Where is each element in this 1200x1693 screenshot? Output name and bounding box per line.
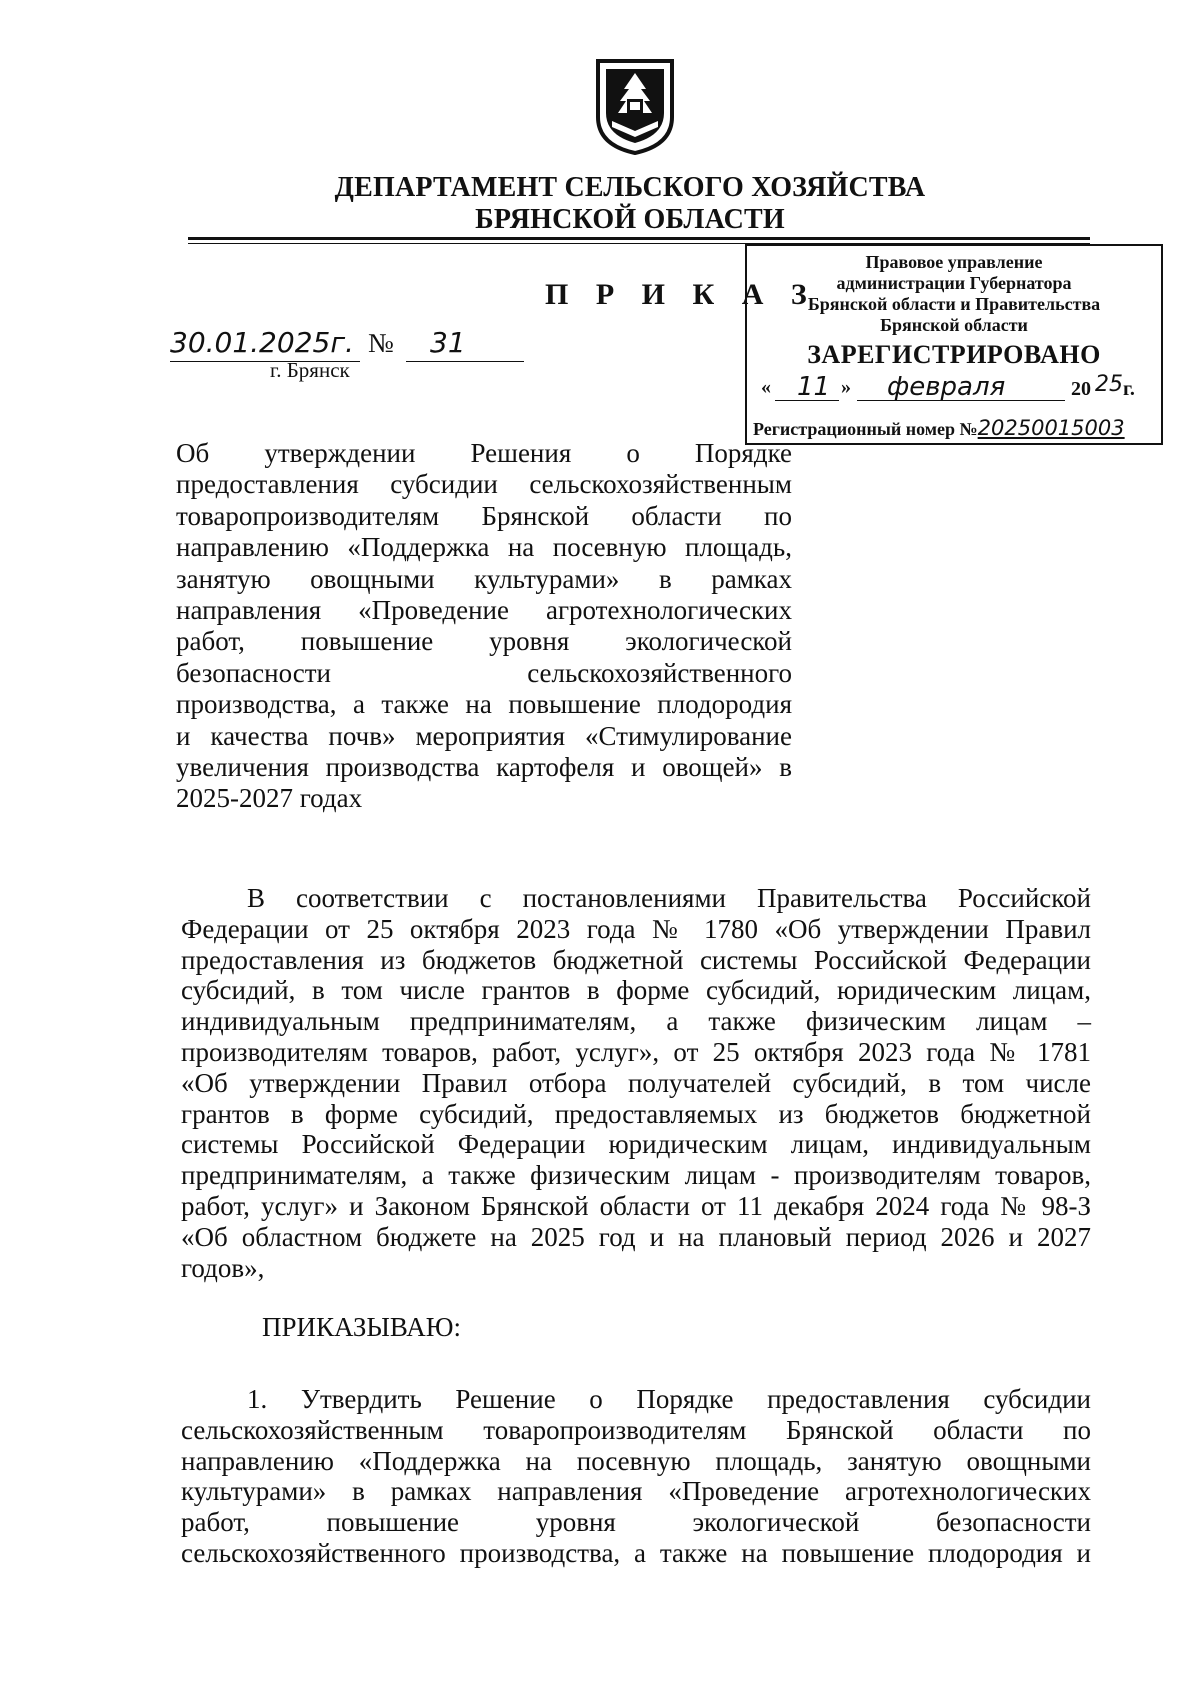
order-preamble (181, 883, 1091, 1283)
subject-line: производства, а также на повышение плодородия (176, 689, 792, 720)
subject-line: 2025-2027 годах (176, 783, 363, 814)
registration-stamp (745, 244, 1163, 445)
subject-line: и качества почв» мероприятия «Стимулирование (176, 720, 792, 751)
body-line: работ, услуг» и Законом Брянской области от 11 декабря 2024 года № 98-З (181, 1190, 1091, 1221)
body-line: «Об утверждении Правил отбора получателей субсидий, в том числе (181, 1067, 1091, 1098)
stamp-year-prefix: 20 (1071, 378, 1091, 400)
subject-line: направления «Проведение агротехнологических (176, 595, 792, 626)
subject-line: предоставления субсидии сельскохозяйственным (176, 469, 792, 500)
item-line: 1. Утвердить Решение о Порядке предоставления субсидии (247, 1384, 1091, 1414)
body-line: грантов в форме субсидий, предоставляемых из бюджетов бюджетной (181, 1098, 1091, 1129)
body-line: индивидуальным предпринимателям, а также физическим лицам – (181, 1006, 1091, 1037)
item-line: работ, повышение уровня экологической безопасности (181, 1507, 1091, 1538)
order-date: 30.01.2025г. (170, 326, 354, 359)
order-item-1 (181, 1384, 1091, 1569)
order-number-label: № (368, 328, 394, 358)
body-line: годов», (181, 1252, 265, 1283)
order-city: г. Брянск (270, 358, 350, 382)
stamp-year-g: г. (1123, 378, 1135, 400)
stamp-line: Брянской области и Правительства (807, 294, 1101, 314)
body-line: предпринимателям, а также физическим лицам - производителям товаров, (181, 1160, 1091, 1191)
stamp-line: Правовое управление (865, 252, 1043, 272)
subject-line: работ, повышение уровня экологической (176, 626, 792, 657)
subject-line: направлению «Поддержка на посевную площадь, (176, 532, 792, 563)
subject-line: Об утверждении Решения о Порядке (176, 438, 792, 468)
stamp-day: 11 (797, 372, 831, 402)
order-title: П Р И К А З (545, 278, 817, 311)
order-number: 31 (430, 326, 466, 359)
body-line: производителям товаров, работ, услуг», от 25 октября 2023 года № 1781 (181, 1036, 1091, 1067)
stamp-year-suffix: 25 (1095, 372, 1123, 397)
stamp-registered: ЗАРЕГИСТРИРОВАНО (807, 340, 1101, 369)
order-subject (176, 438, 792, 815)
subject-line: занятую овощными культурами» в рамках (176, 563, 792, 594)
stamp-reg-label: Регистрационный номер № (753, 419, 978, 439)
body-line: В соответствии с постановлениями Правительства Российской (247, 883, 1091, 913)
item-line: сельскохозяйственным товаропроизводителям Брянской области по (181, 1414, 1091, 1445)
item-line: направлению «Поддержка на посевную площадь, занятую овощными (181, 1445, 1091, 1476)
order-directive: ПРИКАЗЫВАЮ: (262, 1312, 461, 1342)
stamp-line: администрации Губернатора (836, 273, 1072, 293)
item-line: сельскохозяйственного производства, а также на повышение плодородия и (181, 1537, 1091, 1568)
stamp-date-row: « 11 » февраля 20 25 г. (761, 372, 1135, 402)
subject-line: увеличения производства картофеля и овощей» в (176, 752, 792, 783)
stamp-month: февраля (887, 372, 1006, 402)
header-rule (188, 237, 1090, 240)
stamp-reg-number: 20250015003 (977, 416, 1125, 440)
body-line: «Об областном бюджете на 2025 год и на плановый период 2026 и 2027 (181, 1221, 1091, 1252)
stamp-number-row (753, 416, 1161, 440)
stamp-line: Брянской области (880, 315, 1028, 335)
department-title-line2: БРЯНСКОЙ ОБЛАСТИ (475, 204, 785, 235)
order-date-row (170, 326, 530, 362)
subject-line: безопасности сельскохозяйственного (176, 657, 792, 688)
body-line: Федерации от 25 октября 2023 года № 1780 «Об утверждении Правил (181, 913, 1091, 944)
department-title-line1: ДЕПАРТАМЕНТ СЕЛЬСКОГО ХОЗЯЙСТВА (334, 172, 926, 203)
body-line: субсидий, в том числе грантов в форме субсидий, юридическим лицам, (181, 975, 1091, 1006)
coat-of-arms-icon (592, 55, 678, 157)
body-line: предоставления из бюджетов бюджетной системы Российской Федерации (181, 944, 1091, 975)
subject-line: товаропроизводителям Брянской области по (176, 500, 792, 531)
body-line: системы Российской Федерации юридическим лицам, индивидуальным (181, 1129, 1091, 1160)
item-line: культурами» в рамках направления «Проведение агротехнологических (181, 1476, 1091, 1507)
